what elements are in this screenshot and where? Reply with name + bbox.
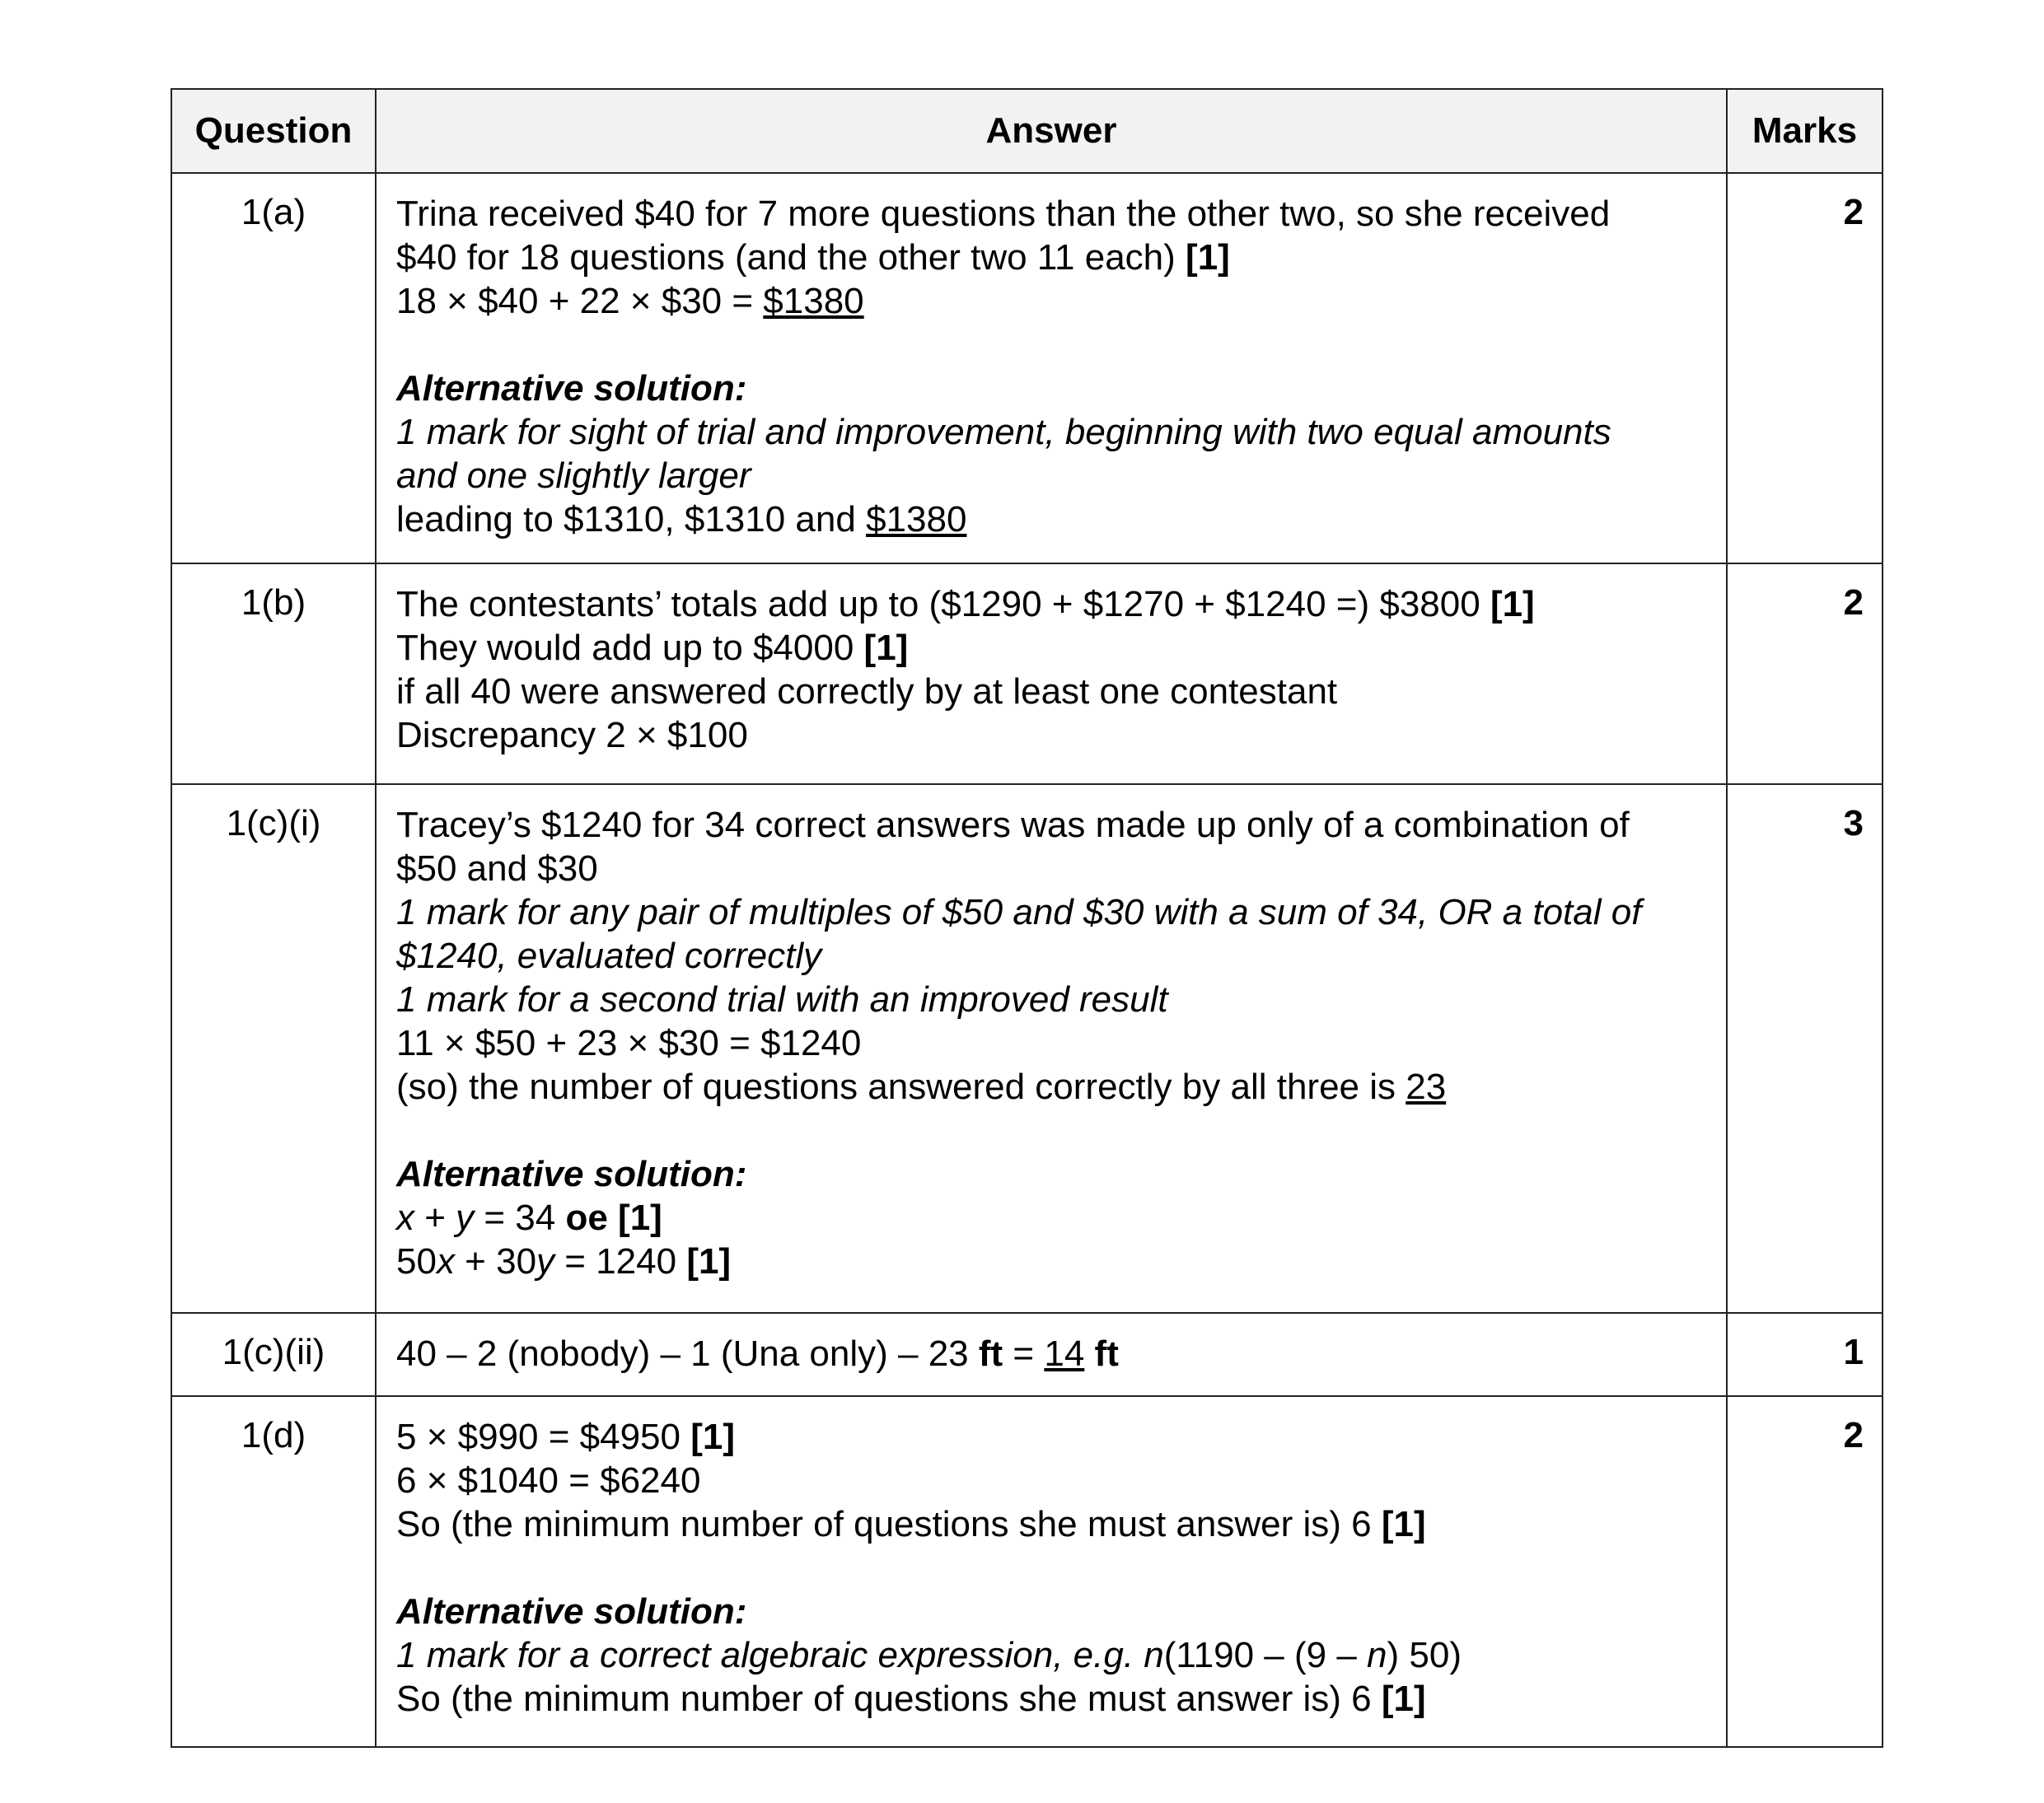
variable-y: y — [536, 1241, 555, 1282]
marks-value: 2 — [1727, 1396, 1883, 1747]
header-row — [171, 89, 1883, 173]
answer-text: ) 50) — [1387, 1635, 1462, 1675]
marks-value: 3 — [1727, 784, 1883, 1313]
answer-text: (so) the number of questions answered correctly by all three is — [396, 1067, 1406, 1107]
answer-text: leading to $1310, $1310 and — [396, 499, 867, 539]
answer-line — [396, 1415, 1710, 1459]
answer-text: 18 × $40 + 22 × $30 = — [396, 281, 764, 321]
answer-line — [396, 497, 1710, 541]
answer-line — [396, 1065, 1710, 1109]
answer-text: So (the minimum number of questions she must answer is) 6 — [396, 1504, 1382, 1544]
answer-cell — [376, 784, 1727, 1313]
marking-guidance: 1 mark for a correct algebraic expression, e.g. — [396, 1635, 1144, 1675]
variable-x: x — [436, 1241, 455, 1282]
header-answer: Answer — [376, 89, 1727, 173]
answer-text: 50 — [396, 1241, 437, 1282]
answer-line — [396, 626, 1710, 670]
follow-through-label: ft — [978, 1334, 1003, 1374]
marking-guidance: 1 mark for any pair of multiples of $50 and $30 with a sum of 34, OR a total of — [396, 892, 1642, 932]
marking-guidance: and one slightly larger — [396, 455, 751, 496]
marks-value: 1 — [1727, 1313, 1883, 1396]
answer-cell — [376, 173, 1727, 563]
mark-award: [1] — [1381, 1679, 1426, 1719]
table-row — [171, 563, 1883, 784]
answer-text: They would add up to $4000 — [396, 628, 854, 668]
variable-y: y — [456, 1198, 475, 1238]
variable-n: n — [1367, 1635, 1387, 1675]
equation-line — [396, 1240, 1710, 1283]
header-question: Question — [171, 89, 376, 173]
variable-n: n — [1144, 1635, 1164, 1675]
marking-guidance: 1 mark for sight of trial and improvement, beginning with two equal amounts — [396, 412, 1611, 452]
answer-text: + 30 — [454, 1241, 537, 1282]
answer-line — [396, 1332, 1710, 1376]
answer-line — [396, 236, 1710, 279]
mark-award: [1] — [863, 628, 909, 668]
answer-line — [396, 1502, 1710, 1546]
answer-line — [396, 582, 1710, 626]
answer-text: 40 – 2 (nobody) – 1 (Una only) – 23 — [396, 1334, 979, 1374]
follow-through-label: ft — [1084, 1334, 1119, 1374]
answer-line — [396, 279, 1710, 323]
question-number: 1(a) — [171, 173, 376, 563]
answer-line: $50 and $30 — [396, 848, 598, 889]
final-answer: 23 — [1406, 1067, 1447, 1107]
answer-line: 11 × $50 + 23 × $30 = $1240 — [396, 1023, 862, 1063]
table-row — [171, 784, 1883, 1313]
answer-text: So (the minimum number of questions she must answer is) 6 — [396, 1679, 1382, 1719]
answer-text: = 34 — [474, 1198, 566, 1238]
answer-text: The contestants’ totals add up to ($1290 + $1270 + $1240 =) $3800 — [396, 584, 1480, 624]
answer-line — [396, 1633, 1710, 1677]
question-number: 1(c)(i) — [171, 784, 376, 1313]
table-row — [171, 1396, 1883, 1747]
answer-text: = 1240 — [554, 1241, 687, 1282]
marking-guidance: 1 mark for a second trial with an improved result — [396, 979, 1168, 1020]
mark-award: [1] — [686, 1241, 732, 1282]
alternative-solution-heading: Alternative solution: — [396, 368, 747, 409]
equation-line — [396, 1196, 1710, 1240]
answer-line — [396, 1677, 1710, 1721]
answer-line: Tracey’s $1240 for 34 correct answers was made up only of a combination of — [396, 805, 1630, 845]
mark-award: [1] — [1381, 1504, 1426, 1544]
answer-line: Discrepancy 2 × $100 — [396, 715, 748, 755]
alternative-solution-heading: Alternative solution: — [396, 1154, 747, 1194]
mark-scheme-table — [171, 88, 1883, 1748]
answer-text: $40 for 18 questions (and the other two 11 each) — [396, 237, 1176, 278]
table-row — [171, 173, 1883, 563]
answer-text: = — [1003, 1334, 1045, 1374]
answer-text: + — [414, 1198, 456, 1238]
answer-cell — [376, 563, 1727, 784]
mark-award: [1] — [1490, 584, 1535, 624]
question-number: 1(c)(ii) — [171, 1313, 376, 1396]
answer-cell — [376, 1313, 1727, 1396]
variable-x: x — [396, 1198, 414, 1238]
answer-line: if all 40 were answered correctly by at least one contestant — [396, 671, 1338, 712]
final-answer: $1380 — [866, 499, 967, 539]
question-number: 1(d) — [171, 1396, 376, 1747]
table-row — [171, 1313, 1883, 1396]
mark-award: [1] — [1186, 237, 1230, 278]
alternative-solution-heading: Alternative solution: — [396, 1591, 747, 1632]
marks-value: 2 — [1727, 173, 1883, 563]
answer-text: 5 × $990 = $4950 — [396, 1417, 691, 1457]
answer-text: (1190 – (9 – — [1163, 1635, 1368, 1675]
final-answer: 14 — [1044, 1334, 1085, 1374]
final-answer: $1380 — [763, 281, 864, 321]
marks-value: 2 — [1727, 563, 1883, 784]
mark-award: [1] — [690, 1417, 736, 1457]
answer-line: Trina received $40 for 7 more questions than the other two, so she received — [396, 194, 1611, 234]
answer-line: 6 × $1040 = $6240 — [396, 1460, 701, 1501]
question-number: 1(b) — [171, 563, 376, 784]
header-marks: Marks — [1727, 89, 1883, 173]
answer-cell — [376, 1396, 1727, 1747]
mark-award: oe [1] — [565, 1198, 662, 1238]
marking-guidance: $1240, evaluated correctly — [396, 936, 822, 976]
